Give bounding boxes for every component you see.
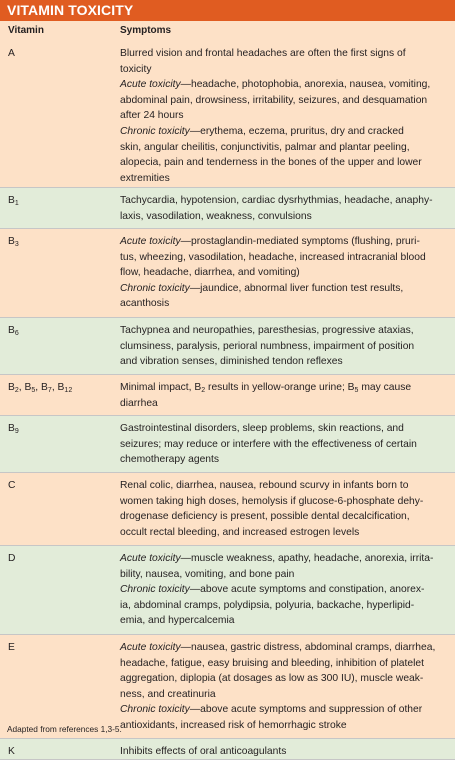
toxicity-type: Chronic toxicity <box>120 704 190 716</box>
symptom-line: Tachypnea and neuropathies, paresthesias, progressive ataxias, <box>120 325 414 336</box>
toxicity-type: Acute toxicity <box>120 553 181 564</box>
symptom-line: antioxidants, increased risk of hemorrhagic stroke <box>120 719 347 731</box>
table-row <box>0 546 455 635</box>
symptom-line: Tachycardia, hypotension, cardiac dysrhythmias, headache, anaphy- <box>120 195 433 206</box>
vitamin-cell <box>8 234 113 250</box>
symptom-line: Renal colic, diarrhea, nausea, rebound scurvy in infants born to <box>120 480 409 491</box>
symptom-line: toxicity <box>120 63 152 75</box>
symptoms-cell <box>120 421 450 468</box>
vitamin-cell <box>8 478 113 494</box>
table-title: VITAMIN TOXICITY <box>0 0 455 21</box>
vitamin-cell: $B_2$, $B_5$, $B_7$, $B_{12}$ <box>8 382 73 394</box>
vitamin-cell <box>8 323 113 339</box>
vitamin-label: K <box>8 746 15 757</box>
symptom-line: flow, headache, diarrhea, and vomiting) <box>120 267 300 279</box>
symptom-line: emia, and hypercalcemia <box>120 615 235 627</box>
vitamin-label: B <box>8 325 15 336</box>
vitamin-label: B <box>8 236 15 247</box>
symptom-line: Chronic toxicity—jaundice, abnormal liver function test results, <box>120 282 404 294</box>
toxicity-type: Chronic toxicity <box>120 125 190 137</box>
symptom-line: Chronic toxicity—above acute symptoms and constipation, anorex- <box>120 584 425 596</box>
toxicity-type: Chronic toxicity <box>120 584 190 596</box>
symptoms-cell <box>120 234 450 312</box>
symptom-line: Acute toxicity—nausea, gastric distress, abdominal cramps, diarrhea, <box>120 642 436 653</box>
symptoms-cell <box>120 744 450 760</box>
symptom-line: Acute toxicity—headache, photophobia, anorexia, nausea, vomiting, <box>120 79 431 91</box>
vitamin-label: B <box>8 423 15 434</box>
symptom-line: skin, angular cheilitis, conjunctivitis, palmar and plantar peeling, <box>120 141 410 153</box>
footnote: Adapted from references 1,3-5. <box>7 724 122 734</box>
symptom-line: Blurred vision and frontal headaches are often the first signs of <box>120 48 406 59</box>
symptom-line: Minimal impact, $B_2$ results in yellow-orange urine; $B_5$ may cause <box>120 382 412 394</box>
symptoms-cell <box>120 193 450 224</box>
toxicity-type: Acute toxicity <box>120 79 181 91</box>
symptom-line: Acute toxicity—muscle weakness, apathy, headache, anorexia, irrita- <box>120 553 434 564</box>
symptom-line: chemotherapy agents <box>120 454 220 466</box>
vitamin-cell <box>8 46 113 62</box>
symptom-line: bility, nausea, vomiting, and bone pain <box>120 568 295 580</box>
symptom-line: tus, wheezing, vasodilation, headache, increased intracranial blood <box>120 251 426 263</box>
symptom-line: extremities <box>120 172 170 184</box>
symptom-line: seizures; may reduce or interfere with the effectiveness of certain <box>120 438 417 450</box>
symptoms-cell <box>120 323 450 370</box>
symptom-line: acanthosis <box>120 298 170 310</box>
vitamin-subscript: 2 <box>201 387 206 394</box>
symptom-line: drogenase deficiency is present, possible dental decalcification, <box>120 511 410 523</box>
vitamin-subscript: 7 <box>47 387 52 394</box>
vitamin-label: B <box>41 382 48 393</box>
symptoms-cell <box>120 640 450 734</box>
vitamin-subscript: 5 <box>354 387 359 394</box>
vitamin-subscript: 9 <box>14 428 19 435</box>
toxicity-type: Chronic toxicity <box>120 282 190 294</box>
vitamin-subscript: 6 <box>14 330 19 337</box>
symptom-line: abdominal pain, drowsiness, irritability, seizures, and desquamation <box>120 94 428 106</box>
toxicity-type: Acute toxicity <box>120 642 181 653</box>
symptom-line: Acute toxicity—prostaglandin-mediated symptoms (flushing, pruri- <box>120 236 420 247</box>
vitamin-label: B <box>8 195 15 206</box>
symptom-line: ia, abdominal cramps, polydipsia, polyuria, backache, hyperlipid- <box>120 599 415 611</box>
symptom-line: after 24 hours <box>120 110 184 122</box>
symptom-line: alopecia, pain and tenderness in the bones of the upper and lower <box>120 157 422 169</box>
symptoms-cell <box>120 478 450 540</box>
symptoms-cell <box>120 46 450 186</box>
symptom-line: headache, fatigue, easy bruising and bleeding, inhibition of platelet <box>120 657 424 669</box>
vitamin-label: B <box>8 382 15 393</box>
vitamin-subscript: 2 <box>14 387 19 394</box>
symptom-line: laxis, vasodilation, weakness, convulsions <box>120 210 312 222</box>
vitamin-subscript: 3 <box>14 241 19 248</box>
vitamin-label: D <box>8 553 16 564</box>
vitamin-label: E <box>8 642 15 653</box>
table-body <box>0 41 455 760</box>
symptom-line: clumsiness, paralysis, perioral numbness, impairment of position <box>120 340 415 352</box>
vitamin-subscript: 1 <box>14 200 19 207</box>
table-row <box>0 473 455 546</box>
vitamin-subscript: 12 <box>64 387 73 394</box>
table-header <box>0 21 455 42</box>
symptom-line: and vibration senses, diminished tendon reflexes <box>120 356 343 368</box>
symptoms-cell <box>120 551 450 629</box>
table-row <box>0 318 455 375</box>
table-row <box>0 188 455 229</box>
symptoms-cell <box>120 380 450 411</box>
toxicity-type: Acute toxicity <box>120 236 181 247</box>
vitamin-cell <box>8 551 113 567</box>
symptom-line: occult rectal bleeding, and increased estrogen levels <box>120 526 360 538</box>
vitamin-label: A <box>8 48 15 59</box>
symptom-line: Inhibits effects of oral anticoagulants <box>120 746 287 757</box>
vitamin-cell <box>8 744 113 760</box>
vitamin-subscript: 5 <box>31 387 36 394</box>
symptom-line: Chronic toxicity—erythema, eczema, pruritus, dry and cracked <box>120 125 404 137</box>
vitamin-cell <box>8 421 113 437</box>
table-row <box>0 229 455 318</box>
table-row <box>0 41 455 188</box>
header-symptoms: Symptoms <box>120 25 172 36</box>
table-row <box>0 416 455 473</box>
vitamin-cell <box>8 640 113 656</box>
table-row <box>0 375 455 416</box>
table-row <box>0 739 455 760</box>
vitamin-label: C <box>8 480 16 491</box>
symptom-line: women taking high doses, hemolysis if glucose-6-phosphate dehy- <box>120 495 424 507</box>
symptom-line: Gastrointestinal disorders, sleep problems, skin reactions, and <box>120 423 404 434</box>
vitamin-label: B <box>57 382 65 393</box>
symptom-line: ness, and creatinuria <box>120 688 216 700</box>
symptom-line: Chronic toxicity—above acute symptoms and suppression of other <box>120 704 423 716</box>
symptom-line: aggregation, diplopia (at dosages as low as 300 IU), muscle weak- <box>120 673 424 685</box>
symptom-line: diarrhea <box>120 397 158 409</box>
vitamin-label: B <box>24 382 32 393</box>
header-vitamin: Vitamin <box>8 25 44 36</box>
vitamin-cell <box>8 193 113 209</box>
